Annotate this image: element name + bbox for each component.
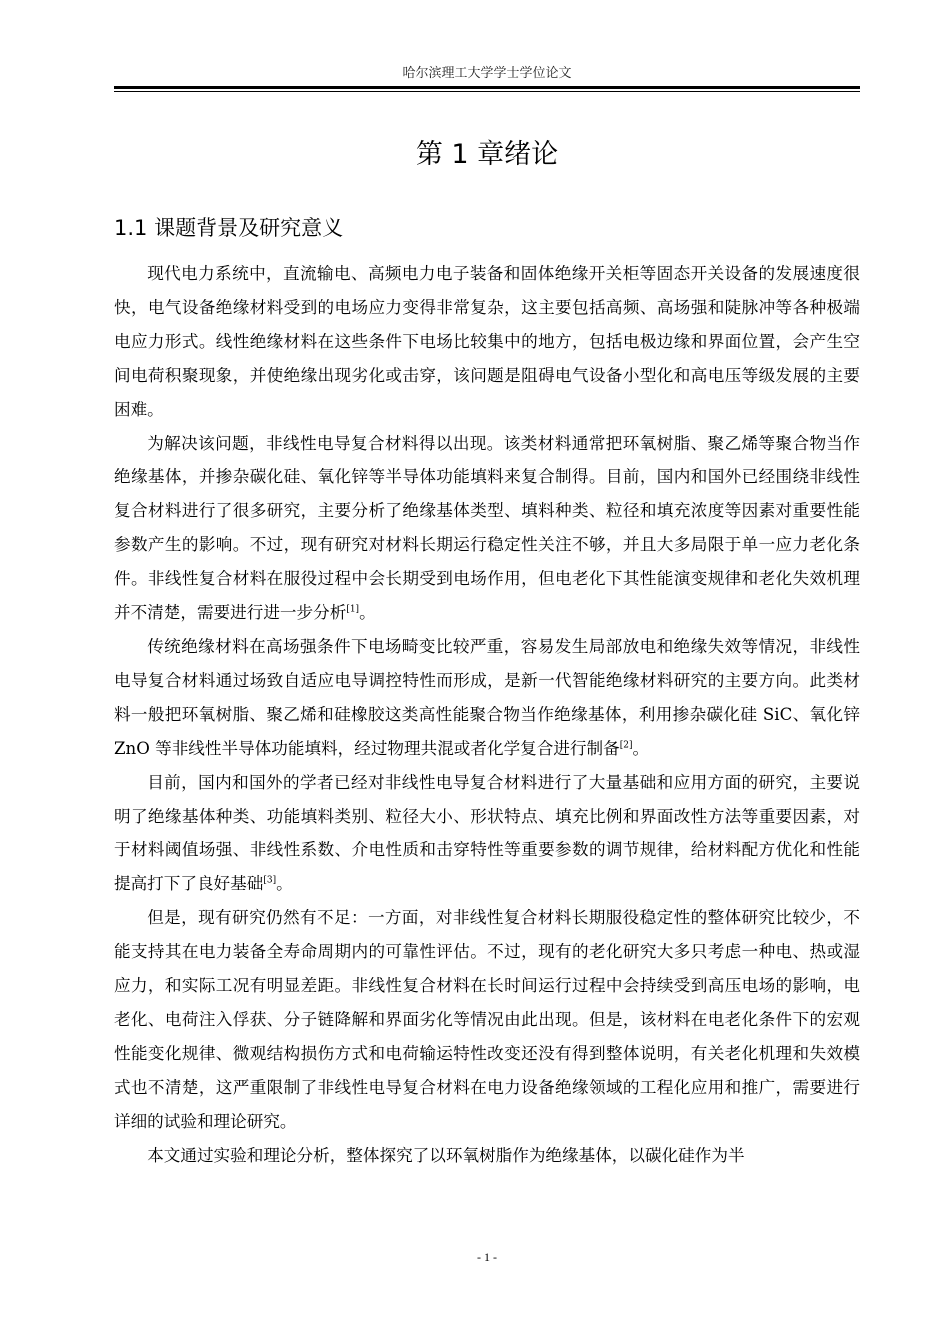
header-rule-thick	[114, 86, 860, 89]
paragraph: 现代电力系统中，直流输电、高频电力电子装备和固体绝缘开关柜等固态开关设备的发展速度很快，电气设备绝缘材料受到的电场应力变得非常复杂，这主要包括高频、高场强和陡脉冲等各种极端电应力形式。线性绝缘材料在这些条件下电场比较集中的地方，包括电极边缘和界面位置，会产生空间电荷积聚现象，并使绝缘出现劣化或击穿，该问题是阻碍电气设备小型化和高电压等级发展的主要困难。	[114, 264, 860, 419]
citation-ref: [1]	[346, 604, 360, 615]
paragraph: 传统绝缘材料在高场强条件下电场畸变比较严重，容易发生局部放电和绝缘失效等情况，非线性电导复合材料通过场致自适应电导调控特性而形成，是新一代智能绝缘材料研究的主要方向。此类材料一般把环氧树脂、聚乙烯和硅橡胶这类高性能聚合物当作绝缘基体，利用掺杂碳化硅 SiC、氧化锌 ZnO 等非线性半导体功能填料，经过物理共混或者化学复合进行制备[2]。	[114, 636, 860, 758]
paragraph: 本文通过实验和理论分析，整体探究了以环氧树脂作为绝缘基体，以碳化硅作为半	[147, 1145, 745, 1165]
header-rule-thin	[114, 91, 860, 92]
running-header: 哈尔滨理工大学学士学位论文	[402, 66, 572, 81]
citation-ref: [3]	[263, 875, 277, 886]
body-text	[114, 257, 860, 1172]
paragraph: 目前，国内和国外的学者已经对非线性电导复合材料进行了大量基础和应用方面的研究，主要说明了绝缘基体种类、功能填料类别、粒径大小、形状特点、填充比例和界面改性方法等重要因素，对于材料阈值场强、非线性系数、介电性质和击穿特性等重要参数的调节规律，给材料配方优化和性能提高打下了良好基础[3]。	[114, 772, 860, 894]
section-heading: 1.1 课题背景及研究意义	[114, 216, 344, 240]
paragraph: 但是，现有研究仍然有不足：一方面，对非线性复合材料长期服役稳定性的整体研究比较少，不能支持其在电力装备全寿命周期内的可靠性评估。不过，现有的老化研究大多只考虑一种电、热或湿应力，和实际工况有明显差距。非线性复合材料在长时间运行过程中会持续受到高压电场的影响，电老化、电荷注入俘获、分子链降解和界面劣化等情况由此出现。但是，该材料在电老化条件下的宏观性能变化规律、微观结构损伤方式和电荷输运特性改变还没有得到整体说明，有关老化机理和失效模式也不清楚，这严重限制了非线性电导复合材料在电力设备绝缘领域的工程化应用和推广，需要进行详细的试验和理论研究。	[114, 908, 860, 1131]
citation-ref: [2]	[619, 740, 633, 751]
page-number: - 1 -	[477, 1250, 497, 1264]
chapter-title: 第 1 章绪论	[415, 139, 559, 170]
paragraph: 为解决该问题，非线性电导复合材料得以出现。该类材料通常把环氧树脂、聚乙烯等聚合物当作绝缘基体，并掺杂碳化硅、氧化锌等半导体功能填料来复合制得。目前，国内和国外已经围绕非线性复合材料进行了很多研究，主要分析了绝缘基体类型、填料种类、粒径和填充浓度等因素对重要性能参数产生的影响。不过，现有研究对材料长期运行稳定性关注不够，并且大多局限于单一应力老化条件。非线性复合材料在服役过程中会长期受到电场作用，但电老化下其性能演变规律和老化失效机理并不清楚，需要进行进一步分析[1]。	[114, 433, 860, 623]
